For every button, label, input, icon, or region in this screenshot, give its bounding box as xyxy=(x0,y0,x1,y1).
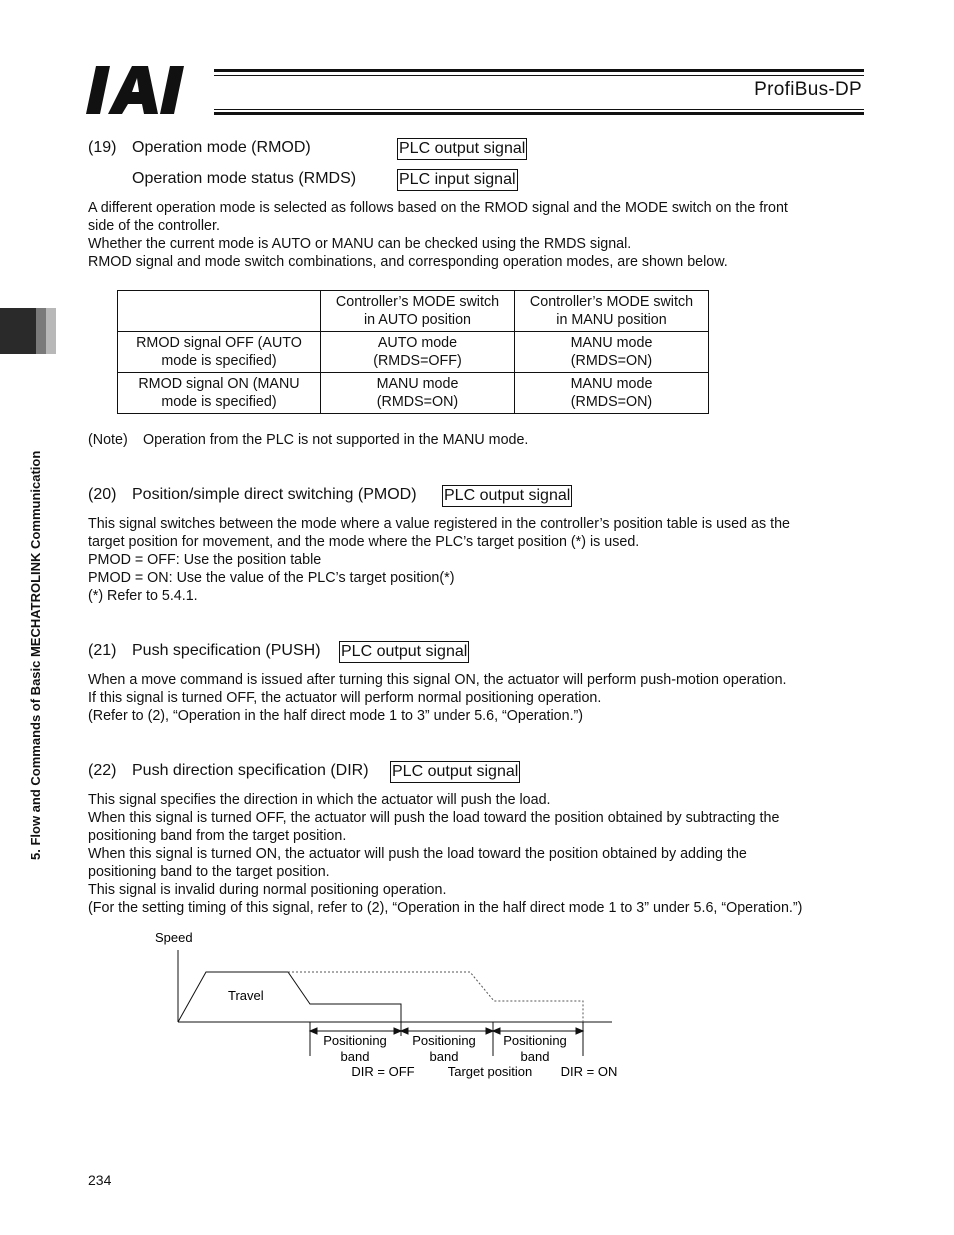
table-header-cell xyxy=(321,291,515,332)
section-21-body xyxy=(88,671,878,725)
chapter-tab xyxy=(36,308,46,354)
chapter-title: 5. Flow and Commands of Basic MECHATROLINK Communication xyxy=(28,450,43,860)
plc-output-badge: PLC output signal xyxy=(397,138,527,160)
cell-line: MANU mode xyxy=(570,376,653,392)
body-line: RMOD signal and mode switch combinations, and corresponding operation modes, are shown below. xyxy=(88,254,728,270)
chapter-tab xyxy=(0,308,36,354)
body-line: (Refer to (2), “Operation in the half direct mode 1 to 3” under 5.6, “Operation.”) xyxy=(88,708,584,724)
band-label: Positioning xyxy=(503,1033,567,1048)
body-line: When this signal is turned ON, the actuator will push the load toward the position obtained by adding the xyxy=(88,846,747,862)
body-line: target position for movement, and the mode where the PLC’s target position (*) is used. xyxy=(88,534,640,550)
table-header-row xyxy=(118,291,709,332)
section-22-heading xyxy=(88,762,369,780)
body-line: PMOD = OFF: Use the position table xyxy=(88,552,322,568)
speed-profile-on xyxy=(288,972,583,1022)
cell-line: Controller’s MODE switch xyxy=(335,294,500,310)
section-19-body xyxy=(88,199,878,271)
body-line: This signal specifies the direction in which the actuator will push the load. xyxy=(88,792,551,808)
cell-line: (RMDS=ON) xyxy=(570,353,653,369)
body-line: (For the setting timing of this signal, refer to (2), “Operation in the half direct mode 1 to 3” under 5.6, “Operation.”) xyxy=(88,900,803,916)
body-line: side of the controller. xyxy=(88,218,220,234)
note-text: Operation from the PLC is not supported in the MANU mode. xyxy=(143,432,529,448)
band-label: Positioning xyxy=(323,1033,387,1048)
cell-line: (RMDS=ON) xyxy=(570,394,653,410)
table-row xyxy=(118,332,709,373)
band-label: Positioning xyxy=(412,1033,476,1048)
header-rule xyxy=(214,69,864,72)
band-label: band xyxy=(340,1049,370,1064)
travel-label: Travel xyxy=(228,988,264,1003)
body-line: A different operation mode is selected as follows based on the RMOD signal and the MODE switch on the front xyxy=(88,200,788,216)
product-name: ProfiBus-DP xyxy=(754,79,862,100)
header-rule xyxy=(214,112,864,115)
plc-output-badge: PLC output signal xyxy=(390,761,520,783)
table-cell xyxy=(515,373,709,414)
body-line: (*) Refer to 5.4.1. xyxy=(88,588,198,604)
section-22-body xyxy=(88,791,878,917)
cell-line: MANU mode xyxy=(570,335,653,351)
cell-line: RMOD signal ON (MANU xyxy=(138,376,300,392)
iai-logo xyxy=(86,66,208,114)
note-label: (Note) xyxy=(88,432,128,448)
table-cell xyxy=(118,373,321,414)
body-line: Whether the current mode is AUTO or MANU can be checked using the RMDS signal. xyxy=(88,236,632,252)
speed-label: Speed xyxy=(155,930,193,945)
section-21-heading xyxy=(88,642,321,660)
table-header-cell xyxy=(515,291,709,332)
cell-line: Controller’s MODE switch xyxy=(529,294,694,310)
section-number: (21) xyxy=(88,642,117,659)
cell-line: (RMDS=OFF) xyxy=(373,353,462,369)
chapter-tab xyxy=(46,308,56,354)
dir-off-label: DIR = OFF xyxy=(351,1064,415,1079)
section-number: (20) xyxy=(88,486,117,503)
section-number: (19) xyxy=(88,139,117,156)
cell-line: AUTO mode xyxy=(377,335,458,351)
body-line: positioning band to the target position. xyxy=(88,864,330,880)
body-line: When a move command is issued after turning this signal ON, the actuator will perform push-motion operation. xyxy=(88,672,787,688)
header-rule xyxy=(214,109,864,110)
plc-output-badge: PLC output signal xyxy=(339,641,469,663)
section-20-body xyxy=(88,515,878,605)
cell-line: in MANU position xyxy=(556,312,667,328)
body-line: PMOD = ON: Use the value of the PLC’s target position(*) xyxy=(88,570,455,586)
cell-line: RMOD signal OFF (AUTO xyxy=(136,335,302,351)
mode-table xyxy=(117,290,709,414)
body-line: This signal is invalid during normal positioning operation. xyxy=(88,882,447,898)
page-number: 234 xyxy=(88,1172,112,1188)
body-line: When this signal is turned OFF, the actuator will push the load toward the position obtained by subtracting the xyxy=(88,810,780,826)
table-cell xyxy=(515,332,709,373)
note xyxy=(88,431,878,449)
cell-line: MANU mode xyxy=(376,376,459,392)
table-cell xyxy=(321,332,515,373)
band-label: band xyxy=(520,1049,550,1064)
plc-output-badge: PLC output signal xyxy=(442,485,572,507)
plc-input-badge: PLC input signal xyxy=(397,169,518,191)
header-rule xyxy=(214,75,864,76)
body-line: If this signal is turned OFF, the actuator will perform normal positioning operation. xyxy=(88,690,602,706)
table-cell xyxy=(118,332,321,373)
cell-line: (RMDS=ON) xyxy=(376,394,459,410)
section-title: Push direction specification (DIR) xyxy=(132,762,369,779)
table-cell xyxy=(321,373,515,414)
section-number: (22) xyxy=(88,762,117,779)
push-direction-diagram xyxy=(150,928,630,1084)
body-line: This signal switches between the mode where a value registered in the controller’s position table is used as the xyxy=(88,516,790,532)
section-20-heading xyxy=(88,486,417,504)
dir-on-label: DIR = ON xyxy=(560,1064,618,1079)
section-title: Position/simple direct switching (PMOD) xyxy=(132,486,417,503)
table-row xyxy=(118,373,709,414)
band-label: band xyxy=(429,1049,459,1064)
section-title: Operation mode (RMOD) xyxy=(132,139,311,156)
section-19-subheading: Operation mode status (RMDS) xyxy=(132,170,357,187)
cell-line: mode is specified) xyxy=(161,394,277,410)
cell-line: mode is specified) xyxy=(161,353,277,369)
cell-line: in AUTO position xyxy=(363,312,472,328)
target-position-label: Target position xyxy=(447,1064,533,1079)
speed-profile-off xyxy=(178,972,401,1022)
body-line: positioning band from the target position. xyxy=(88,828,347,844)
section-title: Push specification (PUSH) xyxy=(132,642,321,659)
section-19-heading xyxy=(88,139,311,157)
table-header-cell xyxy=(118,291,321,332)
